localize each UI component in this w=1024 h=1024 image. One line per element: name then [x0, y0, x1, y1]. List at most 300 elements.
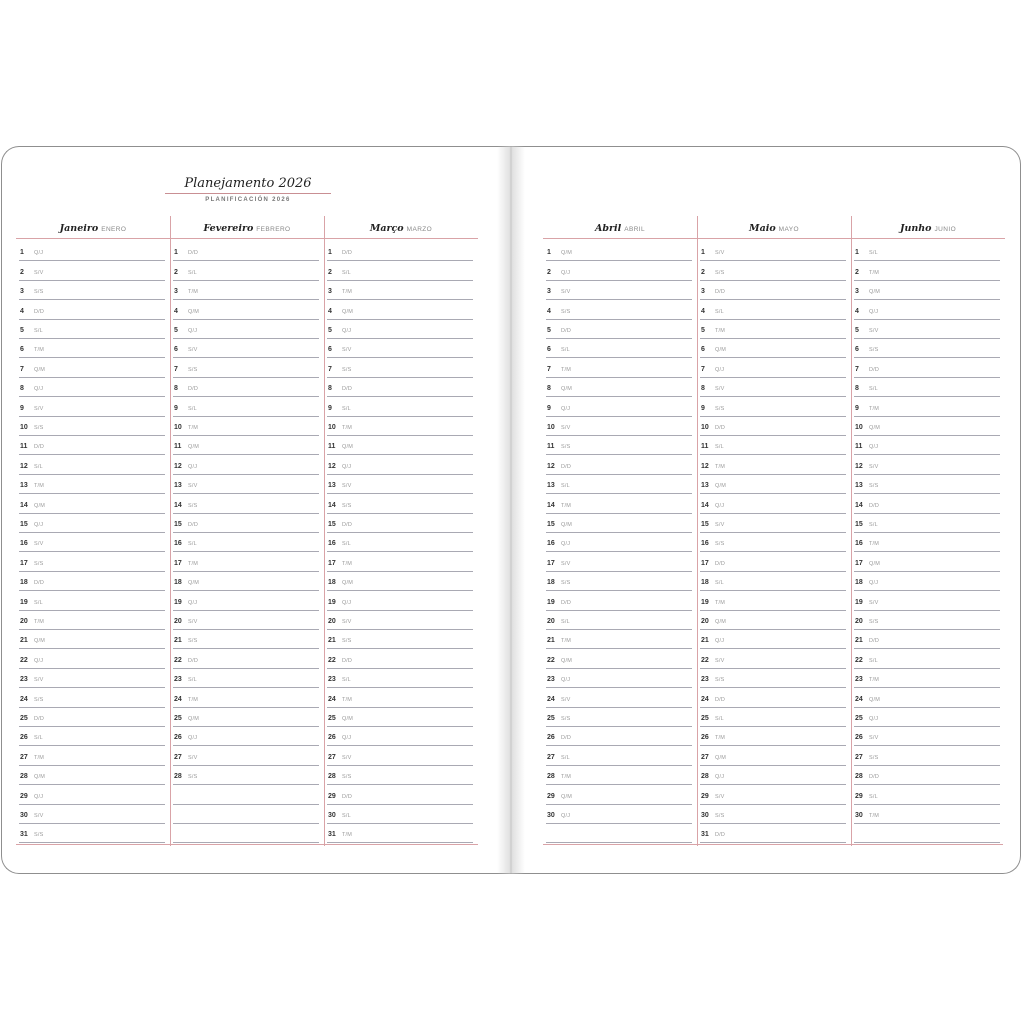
weekday-abbr: Q/J: [869, 580, 879, 587]
day-row[interactable]: [546, 785, 692, 804]
weekday-abbr: S/V: [342, 618, 352, 625]
day-number: 19: [328, 598, 336, 606]
day-row[interactable]: [19, 397, 165, 416]
day-row[interactable]: [700, 688, 846, 707]
day-row[interactable]: [19, 320, 165, 339]
day-number: 18: [20, 579, 28, 587]
day-row[interactable]: [546, 339, 692, 358]
day-row[interactable]: [173, 455, 319, 474]
day-row[interactable]: [854, 708, 1000, 727]
day-row[interactable]: [327, 669, 473, 688]
weekday-abbr: S/L: [715, 444, 724, 451]
day-row[interactable]: [173, 688, 319, 707]
day-row[interactable]: [19, 300, 165, 319]
day-row[interactable]: [700, 494, 846, 513]
day-row[interactable]: [854, 649, 1000, 668]
day-row[interactable]: [327, 766, 473, 785]
day-row[interactable]: [173, 533, 319, 552]
day-row[interactable]: [700, 281, 846, 300]
day-row[interactable]: [700, 766, 846, 785]
day-number: 25: [855, 714, 863, 722]
day-row[interactable]: [19, 514, 165, 533]
day-row[interactable]: [173, 261, 319, 280]
day-row[interactable]: [700, 669, 846, 688]
day-row[interactable]: [19, 591, 165, 610]
day-row[interactable]: [700, 436, 846, 455]
day-row[interactable]: [173, 727, 319, 746]
day-row[interactable]: [327, 417, 473, 436]
day-number: 7: [855, 365, 859, 373]
day-row[interactable]: [700, 475, 846, 494]
weekday-abbr: S/V: [561, 289, 571, 296]
day-row[interactable]: [173, 436, 319, 455]
day-number: 1: [855, 249, 859, 257]
day-row[interactable]: [546, 611, 692, 630]
month-header: [170, 216, 324, 239]
planner-title: Planejamento 2026: [165, 176, 331, 194]
day-row[interactable]: [700, 300, 846, 319]
weekday-abbr: S/L: [561, 618, 570, 625]
day-row[interactable]: [700, 533, 846, 552]
weekday-abbr: Q/J: [34, 793, 44, 800]
day-row[interactable]: [327, 785, 473, 804]
month-name: Maio: [749, 223, 776, 234]
day-row[interactable]: [854, 358, 1000, 377]
day-row[interactable]: [854, 320, 1000, 339]
weekday-abbr: D/D: [342, 657, 353, 664]
day-row[interactable]: [173, 591, 319, 610]
day-row[interactable]: [173, 649, 319, 668]
day-number: 15: [701, 520, 709, 528]
day-row[interactable]: [700, 378, 846, 397]
weekday-abbr: Q/M: [34, 774, 45, 781]
day-row[interactable]: [700, 572, 846, 591]
day-row[interactable]: [327, 358, 473, 377]
day-row[interactable]: [854, 688, 1000, 707]
day-row[interactable]: [173, 320, 319, 339]
day-row[interactable]: [546, 436, 692, 455]
weekday-abbr: S/V: [188, 347, 198, 354]
weekday-abbr: Q/M: [869, 289, 880, 296]
weekday-abbr: S/V: [188, 483, 198, 490]
day-row[interactable]: [700, 455, 846, 474]
day-row[interactable]: [700, 611, 846, 630]
day-row[interactable]: [546, 824, 692, 843]
day-row[interactable]: [854, 300, 1000, 319]
weekday-abbr: Q/J: [34, 521, 44, 528]
day-row[interactable]: [854, 475, 1000, 494]
weekday-abbr: S/S: [561, 444, 571, 451]
day-row[interactable]: [546, 358, 692, 377]
day-row[interactable]: [327, 378, 473, 397]
day-row[interactable]: [546, 455, 692, 474]
day-row[interactable]: [546, 320, 692, 339]
day-row[interactable]: [327, 552, 473, 571]
day-row[interactable]: [19, 611, 165, 630]
day-number: 23: [701, 676, 709, 684]
day-row[interactable]: [19, 378, 165, 397]
day-row[interactable]: [173, 708, 319, 727]
day-row[interactable]: [700, 514, 846, 533]
day-row[interactable]: [546, 533, 692, 552]
weekday-abbr: Q/M: [715, 618, 726, 625]
day-number: 13: [328, 482, 336, 490]
day-row[interactable]: [700, 261, 846, 280]
book-gutter: [497, 146, 525, 874]
day-row[interactable]: [173, 805, 319, 824]
day-number: 31: [701, 831, 709, 839]
day-row[interactable]: [854, 417, 1000, 436]
day-number: 6: [174, 346, 178, 354]
day-number: 4: [328, 307, 332, 315]
day-row[interactable]: [19, 727, 165, 746]
day-row[interactable]: [19, 339, 165, 358]
day-row[interactable]: [327, 494, 473, 513]
day-row[interactable]: [700, 746, 846, 765]
day-number: 18: [328, 579, 336, 587]
day-row[interactable]: [327, 611, 473, 630]
day-number: 15: [328, 520, 336, 528]
day-row[interactable]: [854, 436, 1000, 455]
day-row[interactable]: [854, 397, 1000, 416]
day-row[interactable]: [546, 475, 692, 494]
weekday-abbr: T/M: [342, 832, 353, 839]
weekday-abbr: Q/J: [342, 327, 352, 334]
day-number: 28: [701, 773, 709, 781]
day-number: 27: [547, 753, 555, 761]
weekday-abbr: T/M: [715, 327, 726, 334]
weekday-abbr: D/D: [869, 774, 880, 781]
day-row[interactable]: [173, 339, 319, 358]
day-row[interactable]: [546, 766, 692, 785]
weekday-abbr: D/D: [188, 386, 199, 393]
day-row[interactable]: [854, 611, 1000, 630]
day-number: 29: [20, 792, 28, 800]
day-row[interactable]: [19, 494, 165, 513]
day-number: 20: [855, 617, 863, 625]
day-row[interactable]: [173, 611, 319, 630]
day-row[interactable]: [173, 785, 319, 804]
day-row[interactable]: [854, 785, 1000, 804]
day-row[interactable]: [546, 669, 692, 688]
day-row[interactable]: [854, 824, 1000, 843]
day-number: 9: [174, 404, 178, 412]
day-row[interactable]: [546, 572, 692, 591]
day-number: 1: [174, 249, 178, 257]
day-row[interactable]: [546, 378, 692, 397]
day-row[interactable]: [546, 727, 692, 746]
weekday-abbr: Q/J: [715, 366, 725, 373]
day-row[interactable]: [700, 358, 846, 377]
day-row[interactable]: [19, 824, 165, 843]
day-number: 13: [174, 482, 182, 490]
weekday-abbr: S/V: [561, 696, 571, 703]
day-number: 9: [328, 404, 332, 412]
day-row[interactable]: [19, 455, 165, 474]
day-row[interactable]: [19, 766, 165, 785]
weekday-abbr: Q/J: [188, 327, 198, 334]
day-row[interactable]: [327, 339, 473, 358]
weekday-abbr: S/V: [342, 483, 352, 490]
day-row[interactable]: [19, 708, 165, 727]
day-row[interactable]: [327, 649, 473, 668]
day-row[interactable]: [546, 649, 692, 668]
day-row[interactable]: [854, 669, 1000, 688]
day-number: 21: [20, 637, 28, 645]
day-row[interactable]: [19, 261, 165, 280]
day-row[interactable]: [854, 378, 1000, 397]
weekday-abbr: Q/M: [188, 444, 199, 451]
day-row[interactable]: [700, 417, 846, 436]
day-row[interactable]: [173, 630, 319, 649]
day-row[interactable]: [19, 552, 165, 571]
day-number: 22: [20, 656, 28, 664]
weekday-abbr: S/L: [342, 812, 351, 819]
day-number: 1: [328, 249, 332, 257]
day-row[interactable]: [854, 805, 1000, 824]
day-row[interactable]: [173, 494, 319, 513]
day-number: 18: [547, 579, 555, 587]
weekday-abbr: S/V: [188, 754, 198, 761]
day-number: 25: [174, 714, 182, 722]
day-row[interactable]: [19, 785, 165, 804]
weekday-abbr: D/D: [34, 715, 45, 722]
day-row[interactable]: [546, 242, 692, 261]
month-column: [543, 216, 697, 848]
day-row[interactable]: [173, 397, 319, 416]
day-row[interactable]: [854, 514, 1000, 533]
day-row[interactable]: [854, 552, 1000, 571]
day-row[interactable]: [19, 436, 165, 455]
day-row[interactable]: [546, 630, 692, 649]
day-row[interactable]: [173, 669, 319, 688]
day-number: 25: [547, 714, 555, 722]
day-row[interactable]: [19, 417, 165, 436]
day-row[interactable]: [327, 300, 473, 319]
day-number: 30: [855, 811, 863, 819]
day-row[interactable]: [173, 766, 319, 785]
weekday-abbr: S/L: [869, 250, 878, 257]
day-row[interactable]: [19, 669, 165, 688]
weekday-abbr: S/S: [342, 638, 352, 645]
day-number: 14: [547, 501, 555, 509]
day-row[interactable]: [327, 397, 473, 416]
day-row[interactable]: [19, 242, 165, 261]
weekday-abbr: Q/M: [869, 560, 880, 567]
day-row[interactable]: [854, 494, 1000, 513]
day-row[interactable]: [854, 533, 1000, 552]
day-row[interactable]: [854, 339, 1000, 358]
day-row[interactable]: [546, 688, 692, 707]
weekday-abbr: Q/J: [869, 444, 879, 451]
day-row[interactable]: [854, 455, 1000, 474]
day-number: 8: [701, 385, 705, 393]
day-number: 22: [855, 656, 863, 664]
day-row[interactable]: [173, 281, 319, 300]
day-number: 14: [855, 501, 863, 509]
weekday-abbr: D/D: [715, 696, 726, 703]
day-row[interactable]: [327, 320, 473, 339]
weekday-abbr: T/M: [869, 677, 880, 684]
day-row[interactable]: [546, 514, 692, 533]
column-divider: [697, 216, 698, 846]
day-row[interactable]: [327, 475, 473, 494]
day-row[interactable]: [327, 514, 473, 533]
day-row[interactable]: [173, 378, 319, 397]
day-row[interactable]: [327, 533, 473, 552]
weekday-abbr: S/S: [34, 832, 44, 839]
day-row[interactable]: [19, 805, 165, 824]
month-name-spanish: JUNIO: [934, 226, 957, 233]
day-row[interactable]: [327, 688, 473, 707]
weekday-abbr: Q/J: [561, 405, 571, 412]
day-row[interactable]: [546, 805, 692, 824]
day-row[interactable]: [173, 572, 319, 591]
day-row[interactable]: [173, 242, 319, 261]
day-row[interactable]: [327, 746, 473, 765]
day-row[interactable]: [700, 727, 846, 746]
day-number: 8: [20, 385, 24, 393]
day-row[interactable]: [700, 397, 846, 416]
day-number: 12: [547, 462, 555, 470]
weekday-abbr: D/D: [869, 366, 880, 373]
day-row[interactable]: [700, 785, 846, 804]
day-row[interactable]: [546, 417, 692, 436]
day-row[interactable]: [546, 494, 692, 513]
day-row[interactable]: [327, 708, 473, 727]
day-row[interactable]: [854, 746, 1000, 765]
day-row[interactable]: [19, 475, 165, 494]
day-row[interactable]: [700, 708, 846, 727]
weekday-abbr: S/S: [561, 580, 571, 587]
day-number: 27: [701, 753, 709, 761]
weekday-abbr: T/M: [342, 560, 353, 567]
weekday-abbr: T/M: [342, 424, 353, 431]
day-row[interactable]: [173, 746, 319, 765]
day-number: 3: [701, 288, 705, 296]
day-row[interactable]: [19, 358, 165, 377]
day-row[interactable]: [327, 436, 473, 455]
day-number: 13: [547, 482, 555, 490]
day-row[interactable]: [19, 281, 165, 300]
day-number: 16: [855, 540, 863, 548]
day-row[interactable]: [19, 572, 165, 591]
day-number: 14: [174, 501, 182, 509]
weekday-abbr: S/S: [34, 424, 44, 431]
day-row[interactable]: [173, 300, 319, 319]
day-row[interactable]: [700, 339, 846, 358]
day-row[interactable]: [173, 824, 319, 843]
day-row[interactable]: [19, 688, 165, 707]
day-row[interactable]: [700, 591, 846, 610]
day-row[interactable]: [19, 630, 165, 649]
day-row[interactable]: [546, 300, 692, 319]
day-row[interactable]: [546, 261, 692, 280]
day-row[interactable]: [854, 727, 1000, 746]
weekday-abbr: T/M: [188, 560, 199, 567]
day-row[interactable]: [173, 514, 319, 533]
day-number: 21: [547, 637, 555, 645]
day-row[interactable]: [700, 320, 846, 339]
day-row[interactable]: [546, 746, 692, 765]
day-row[interactable]: [854, 242, 1000, 261]
day-row[interactable]: [327, 805, 473, 824]
day-row[interactable]: [700, 649, 846, 668]
day-number: 25: [701, 714, 709, 722]
day-row[interactable]: [546, 397, 692, 416]
month-name-spanish: MAYO: [778, 226, 799, 233]
day-row[interactable]: [19, 746, 165, 765]
day-row[interactable]: [327, 727, 473, 746]
day-row[interactable]: [173, 475, 319, 494]
day-row[interactable]: [327, 591, 473, 610]
day-row[interactable]: [327, 572, 473, 591]
day-row[interactable]: [173, 552, 319, 571]
day-row[interactable]: [19, 649, 165, 668]
day-row[interactable]: [327, 455, 473, 474]
day-row[interactable]: [854, 572, 1000, 591]
day-row[interactable]: [854, 630, 1000, 649]
day-row[interactable]: [854, 281, 1000, 300]
weekday-abbr: Q/J: [188, 599, 198, 606]
day-number: 28: [328, 773, 336, 781]
day-row[interactable]: [546, 591, 692, 610]
weekday-abbr: T/M: [34, 483, 45, 490]
day-row[interactable]: [327, 261, 473, 280]
weekday-abbr: S/L: [342, 269, 351, 276]
day-row[interactable]: [700, 242, 846, 261]
day-number: 5: [20, 326, 24, 334]
day-row[interactable]: [173, 417, 319, 436]
day-number: 24: [20, 695, 28, 703]
day-number: 11: [328, 443, 336, 451]
day-row[interactable]: [854, 591, 1000, 610]
day-row[interactable]: [854, 766, 1000, 785]
weekday-abbr: T/M: [34, 618, 45, 625]
column-divider: [324, 216, 325, 846]
day-row[interactable]: [173, 358, 319, 377]
weekday-abbr: Q/M: [34, 638, 45, 645]
weekday-abbr: Q/J: [715, 502, 725, 509]
day-row[interactable]: [327, 281, 473, 300]
weekday-abbr: Q/M: [715, 483, 726, 490]
day-row[interactable]: [327, 630, 473, 649]
day-row[interactable]: [854, 261, 1000, 280]
day-row[interactable]: [327, 242, 473, 261]
day-row[interactable]: [700, 552, 846, 571]
weekday-abbr: S/V: [34, 405, 44, 412]
day-number: 4: [20, 307, 24, 315]
day-row[interactable]: [327, 824, 473, 843]
day-row[interactable]: [19, 533, 165, 552]
day-row[interactable]: [700, 805, 846, 824]
month-name-spanish: ABRIL: [624, 226, 646, 233]
month-header: [543, 216, 697, 239]
day-row[interactable]: [700, 824, 846, 843]
day-row[interactable]: [700, 630, 846, 649]
day-number: 30: [547, 811, 555, 819]
day-row[interactable]: [546, 708, 692, 727]
day-number: 19: [701, 598, 709, 606]
weekday-abbr: S/S: [869, 347, 879, 354]
day-row[interactable]: [546, 552, 692, 571]
day-number: 5: [328, 326, 332, 334]
day-number: 16: [547, 540, 555, 548]
weekday-abbr: S/L: [715, 715, 724, 722]
day-row[interactable]: [546, 281, 692, 300]
weekday-abbr: S/L: [34, 327, 43, 334]
weekday-abbr: S/S: [188, 774, 198, 781]
